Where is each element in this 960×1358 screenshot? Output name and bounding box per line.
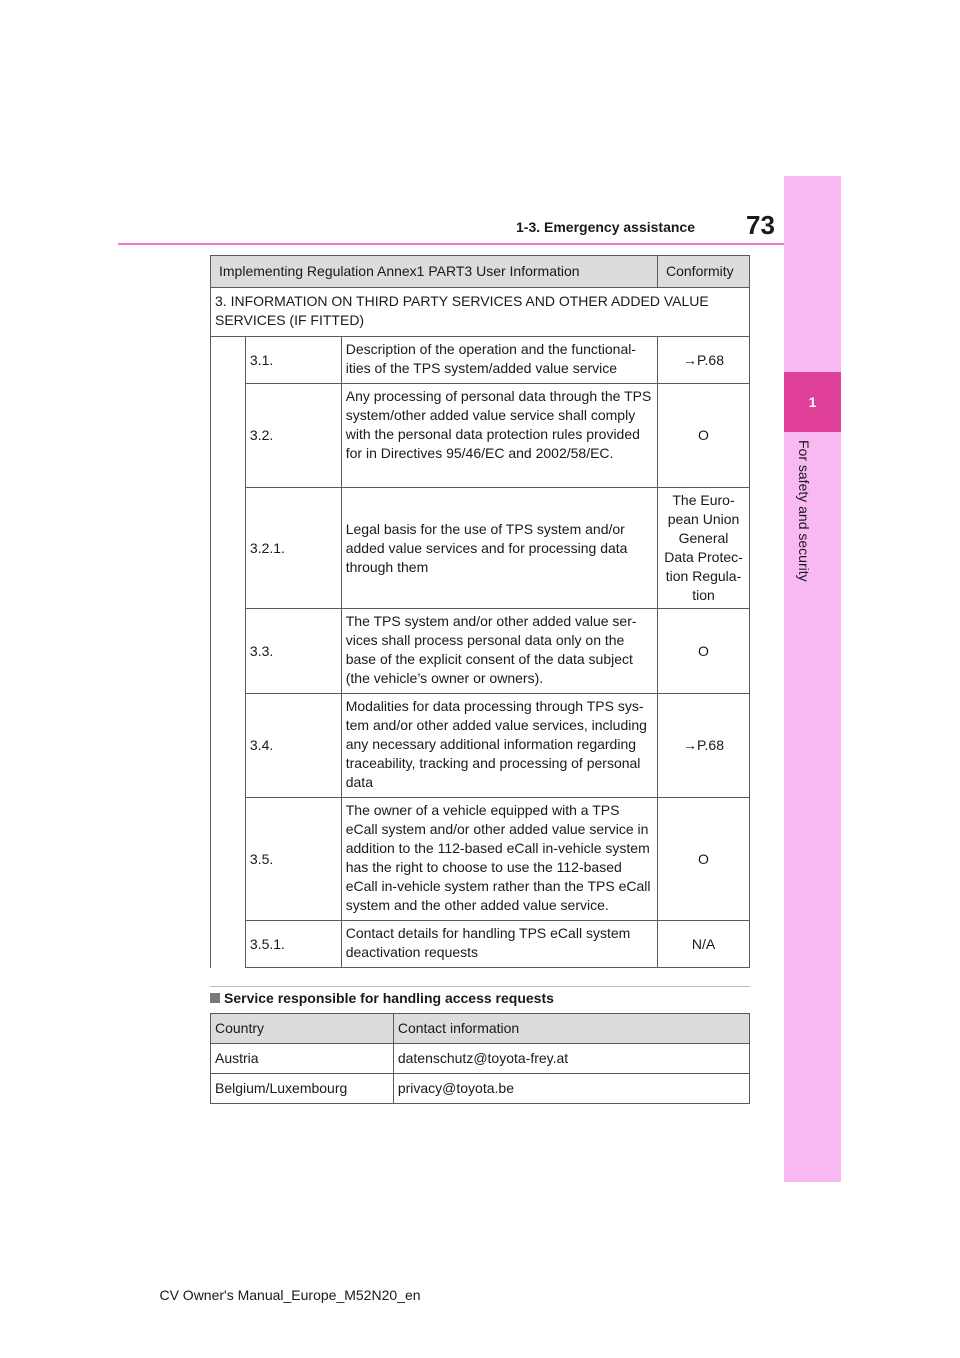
row-number: 3.2.1.: [245, 488, 341, 609]
row-number: 3.2.: [245, 384, 341, 488]
row-description: Modalities for data processing through TPS sys-tem and/or other added value services, including any necessary additional information regarding traceability, tracking and processing of personal data: [341, 694, 657, 798]
table-row: [211, 384, 750, 488]
row-description: Any processing of personal data through the TPS system/other added value service shall comply with the personal data protection rules provided for in Directives 95/46/EC and 2002/58/EC.: [341, 384, 657, 488]
column-header-conformity: Conformity: [658, 256, 750, 288]
row-conformity: O: [658, 798, 750, 921]
table-row: [211, 609, 750, 694]
row-conformity: O: [658, 609, 750, 694]
row-conformity: O: [658, 384, 750, 488]
row-description: The TPS system and/or other added value ser-vices shall process personal data only on the base of the explicit consent of the data subject (the vehicle’s owner or owners).: [341, 609, 657, 694]
row-description: Contact details for handling TPS eCall system deactivation requests: [341, 921, 657, 968]
contact-cell: privacy@toyota.be: [393, 1074, 749, 1104]
footer-manual-id: CV Owner's Manual_Europe_M52N20_en: [159, 1287, 421, 1303]
table-header-row: [211, 256, 750, 288]
table-row: [211, 694, 750, 798]
table-row: [211, 798, 750, 921]
header-divider: [118, 243, 784, 245]
page-number: 73: [746, 210, 775, 240]
country-cell: Austria: [211, 1044, 394, 1074]
table-row: [211, 1044, 750, 1074]
user-information-table: [210, 255, 750, 968]
section-divider: [210, 986, 750, 987]
row-description: The owner of a vehicle equipped with a TPS eCall system and/or other added value service in addition to the 112-based eCall in-vehicle system has the right to choose to use the 112-based eCall in-vehicle system rather than the TPS eCall system and the other added value service.: [341, 798, 657, 921]
square-bullet-icon: [210, 993, 220, 1003]
contact-table: [210, 1013, 750, 1104]
row-number: 3.3.: [245, 609, 341, 694]
row-description: Description of the operation and the functional-ities of the TPS system/added value service: [341, 337, 657, 384]
row-description: Legal basis for the use of TPS system and/or added value services and for processing data through them: [341, 488, 657, 609]
section-title: 1-3. Emergency assistance: [516, 219, 695, 235]
column-header-country: Country: [211, 1014, 394, 1044]
row-conformity: The Euro-pean Union General Data Protec-tion Regula-tion: [658, 488, 750, 609]
indent-cell: [211, 337, 246, 968]
column-header-contact: Contact information: [393, 1014, 749, 1044]
row-number: 3.4.: [245, 694, 341, 798]
chapter-side-tab: [784, 176, 841, 1182]
section-title-cell: 3. INFORMATION ON THIRD PARTY SERVICES AND OTHER ADDED VALUE SERVICES (IF FITTED): [211, 288, 750, 337]
column-header-regulation: Implementing Regulation Annex1 PART3 User Information: [211, 256, 658, 288]
table-row: [211, 337, 750, 384]
row-number: 3.5.: [245, 798, 341, 921]
chapter-label: For safety and security: [796, 440, 812, 582]
row-conformity: →P.68: [658, 694, 750, 798]
row-number: 3.5.1.: [245, 921, 341, 968]
subheading: [210, 990, 554, 1006]
country-cell: Belgium/Luxembourg: [211, 1074, 394, 1104]
table-header-row: [211, 1014, 750, 1044]
row-conformity: N/A: [658, 921, 750, 968]
row-number: 3.1.: [245, 337, 341, 384]
table-row: [211, 921, 750, 968]
table-row: [211, 488, 750, 609]
contact-cell: datenschutz@toyota-frey.at: [393, 1044, 749, 1074]
section-row: [211, 288, 750, 337]
chapter-number-badge: 1: [784, 372, 841, 432]
subheading-text: Service responsible for handling access requests: [224, 990, 554, 1006]
row-conformity: →P.68: [658, 337, 750, 384]
table-row: [211, 1074, 750, 1104]
